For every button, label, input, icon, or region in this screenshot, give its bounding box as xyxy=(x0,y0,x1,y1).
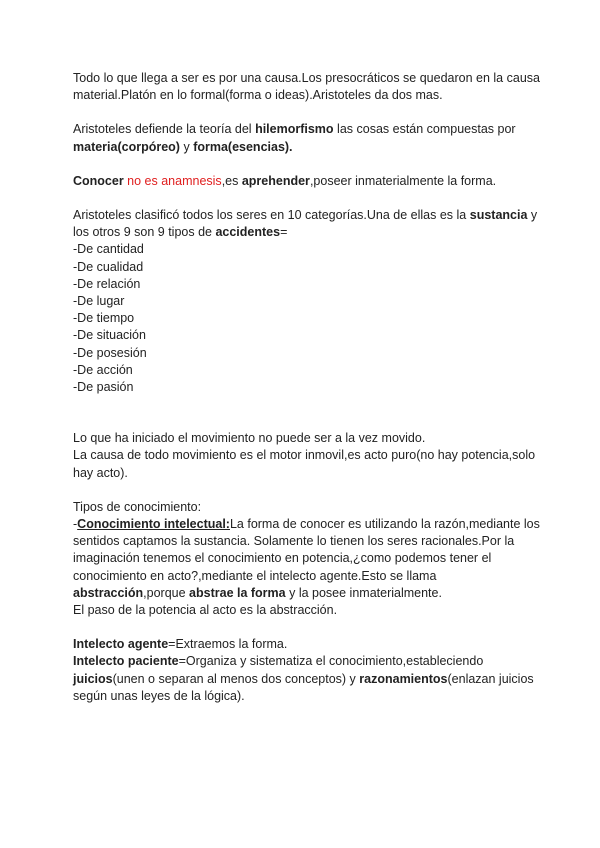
text: La forma de conocer es utilizando la razón,mediante los sentidos captamos la sustancia. Solamente lo tienen los seres racionales.Por la imaginación tenemos el conocimiento en potencia,¿como podemos tener el conocimiento en acto?,mediante el intelecto agente.Esto se llama xyxy=(73,517,540,583)
text: ,porque xyxy=(143,585,190,600)
bold-term-forma: forma(esencias). xyxy=(193,139,293,154)
paragraph-intelecto-agente xyxy=(73,636,543,653)
paragraph-causes: Todo lo que llega a ser es por una causa.Los presocráticos se quedaron en la causa material.Platón en lo formal(forma o ideas).Aristoteles da dos mas. xyxy=(73,71,540,103)
paragraph-hylomorphism xyxy=(73,121,543,155)
text: ,poseer inmaterialmente la forma. xyxy=(309,173,497,188)
text: las cosas están compuestas por xyxy=(333,122,516,137)
text: y la posee inmaterialmente. xyxy=(285,585,442,600)
paragraph-intelecto-paciente xyxy=(73,653,543,705)
bold-term-abstrae-la-forma: abstrae la forma xyxy=(189,585,286,600)
bold-term-intelecto-paciente: Intelecto paciente xyxy=(73,654,179,669)
heading-tipos-conocimiento: Tipos de conocimiento: xyxy=(73,499,202,514)
bold-term-aprehender: aprehender xyxy=(241,173,310,188)
list-item: -De acción xyxy=(73,362,133,377)
bold-term-sustancia: sustancia xyxy=(469,208,528,223)
list-item: -De posesión xyxy=(73,345,147,360)
text: (unen o separan al menos dos conceptos) y xyxy=(112,671,360,686)
list-item: -De relación xyxy=(73,276,141,291)
text: =Organiza y sistematiza el conocimiento,estableciendo xyxy=(178,654,484,669)
paragraph-movement-line2: La causa de todo movimiento es el motor inmovil,es acto puro(no hay potencia,solo hay acto). xyxy=(73,448,536,480)
list-item: -De cantidad xyxy=(73,242,144,257)
text: Aristoteles clasificó todos los seres en 10 categorías.Una de ellas es la xyxy=(73,208,470,223)
text: = xyxy=(280,225,288,240)
list-item: -De situación xyxy=(73,328,146,343)
accidents-list xyxy=(73,241,543,396)
bold-term-materia: materia(corpóreo) xyxy=(73,139,180,154)
bold-term-razonamientos: razonamientos xyxy=(359,671,448,686)
text: y los otros 9 son 9 tipos de xyxy=(73,208,538,240)
bold-term-hilemorfismo: hilemorfismo xyxy=(255,122,334,137)
red-text-anamnesis: no es anamnesis xyxy=(123,173,222,188)
paragraph-conocer xyxy=(73,173,543,190)
text: - xyxy=(73,517,78,532)
text: y xyxy=(179,139,194,154)
text: Aristoteles defiende la teoría del xyxy=(73,122,256,137)
bold-term-conocer: Conocer xyxy=(73,173,124,188)
document-page xyxy=(73,70,543,705)
bold-term-abstraccion: abstracción xyxy=(73,585,144,600)
text: =Extraemos la forma. xyxy=(168,637,288,652)
list-item: -De cualidad xyxy=(73,259,144,274)
bold-term-juicios: juicios xyxy=(73,671,113,686)
bold-underline-term-conocimiento-intelectual: Conocimiento intelectual: xyxy=(77,517,230,532)
list-item: -De pasión xyxy=(73,380,134,395)
paragraph-intellectual-knowledge xyxy=(73,516,543,602)
bold-term-accidentes: accidentes xyxy=(215,225,281,240)
text: ,es xyxy=(221,173,242,188)
list-item: -De tiempo xyxy=(73,311,135,326)
list-item: -De lugar xyxy=(73,294,125,309)
paragraph-categories xyxy=(73,207,543,241)
bold-term-intelecto-agente: Intelecto agente xyxy=(73,637,169,652)
paragraph-abstraction: El paso de la potencia al acto es la abstracción. xyxy=(73,603,338,618)
paragraph-movement-line1: Lo que ha iniciado el movimiento no puede ser a la vez movido. xyxy=(73,431,426,446)
text: (enlazan juicios según unas leyes de la lógica). xyxy=(73,671,534,703)
